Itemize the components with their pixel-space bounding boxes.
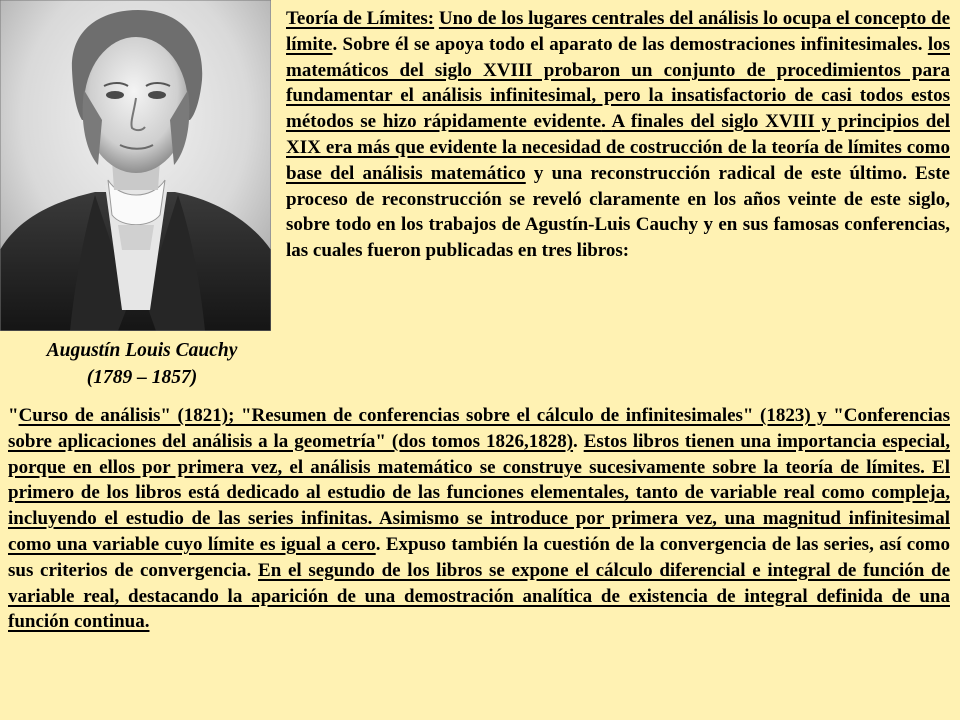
intro-paragraph <box>286 6 950 264</box>
top-text-run: . A finales del siglo XVIII y principios del XIX era más que evidente la necesidad de costrucción de la teoría de límites como base del análisis matemático <box>286 111 950 184</box>
top-text-run: y una reconstrucción radical de este último. Este proceso de reconstrucción se reveló claramente en los años veinte de este siglo, sobre todo en los trabajos de Agustín-Luis Cauchy y en sus famosas conferencias, las cuales fueron publicadas en tres libros: <box>286 162 950 262</box>
caption-years: (1789 – 1857) <box>86 367 198 388</box>
portrait-caption <box>0 337 284 391</box>
bottom-text-run: . Expuso también la cuestión de la convergencia de las series, así como sus criterios de convergencia. <box>8 533 951 581</box>
bottom-text-run: . <box>573 430 584 452</box>
bottom-text-run: En el segundo de los libros se expone el cálculo diferencial e integral de función de variable real, destacando la aparición de una demostración analítica de existencia de integral definida de una función continua. <box>8 559 951 633</box>
bottom-text-run: Curso de análisis" (1821); "Resumen de conferencias sobre el cálculo de infinitesimales" (1823) y "Conferencias sobre aplicaciones del análisis a la geometría" (dos tomos 1826,1828) <box>8 405 950 452</box>
top-text-run: los matemáticos del siglo XVIII probaron un conjunto de procedimientos para fundamentar el análisis infinitesimal, pero la insatisfactorio de casi todos estos métodos se hizo rápidamente evidente <box>286 33 950 133</box>
bottom-text-run: Estos libros tienen una importancia especial, porque en ellos por primera vez, el análisis matemático se construye sucesivamente sobre la teoría de límites. El primero de los libros está dedicado al estudio de las funciones elementales, tanto de variable real como compleja, incluyendo el estudio de las series infinitas. Asimismo se introduce por primera vez, una magnitud infinitesimal como una variable cuyo límite es igual a cero <box>8 430 951 555</box>
cauchy-portrait <box>0 0 271 331</box>
top-text-run: . Sobre él se apoya todo el aparato de las demostraciones infinitesimales. <box>332 33 928 55</box>
top-text-run: Teoría de Límites: <box>286 8 435 29</box>
bottom-text-run: " <box>8 405 19 426</box>
caption-name: Augustín Louis Cauchy <box>46 340 238 361</box>
top-text-run: Uno de los lugares centrales del análisis lo ocupa el concepto de límite <box>286 8 951 55</box>
books-paragraph <box>8 403 950 635</box>
